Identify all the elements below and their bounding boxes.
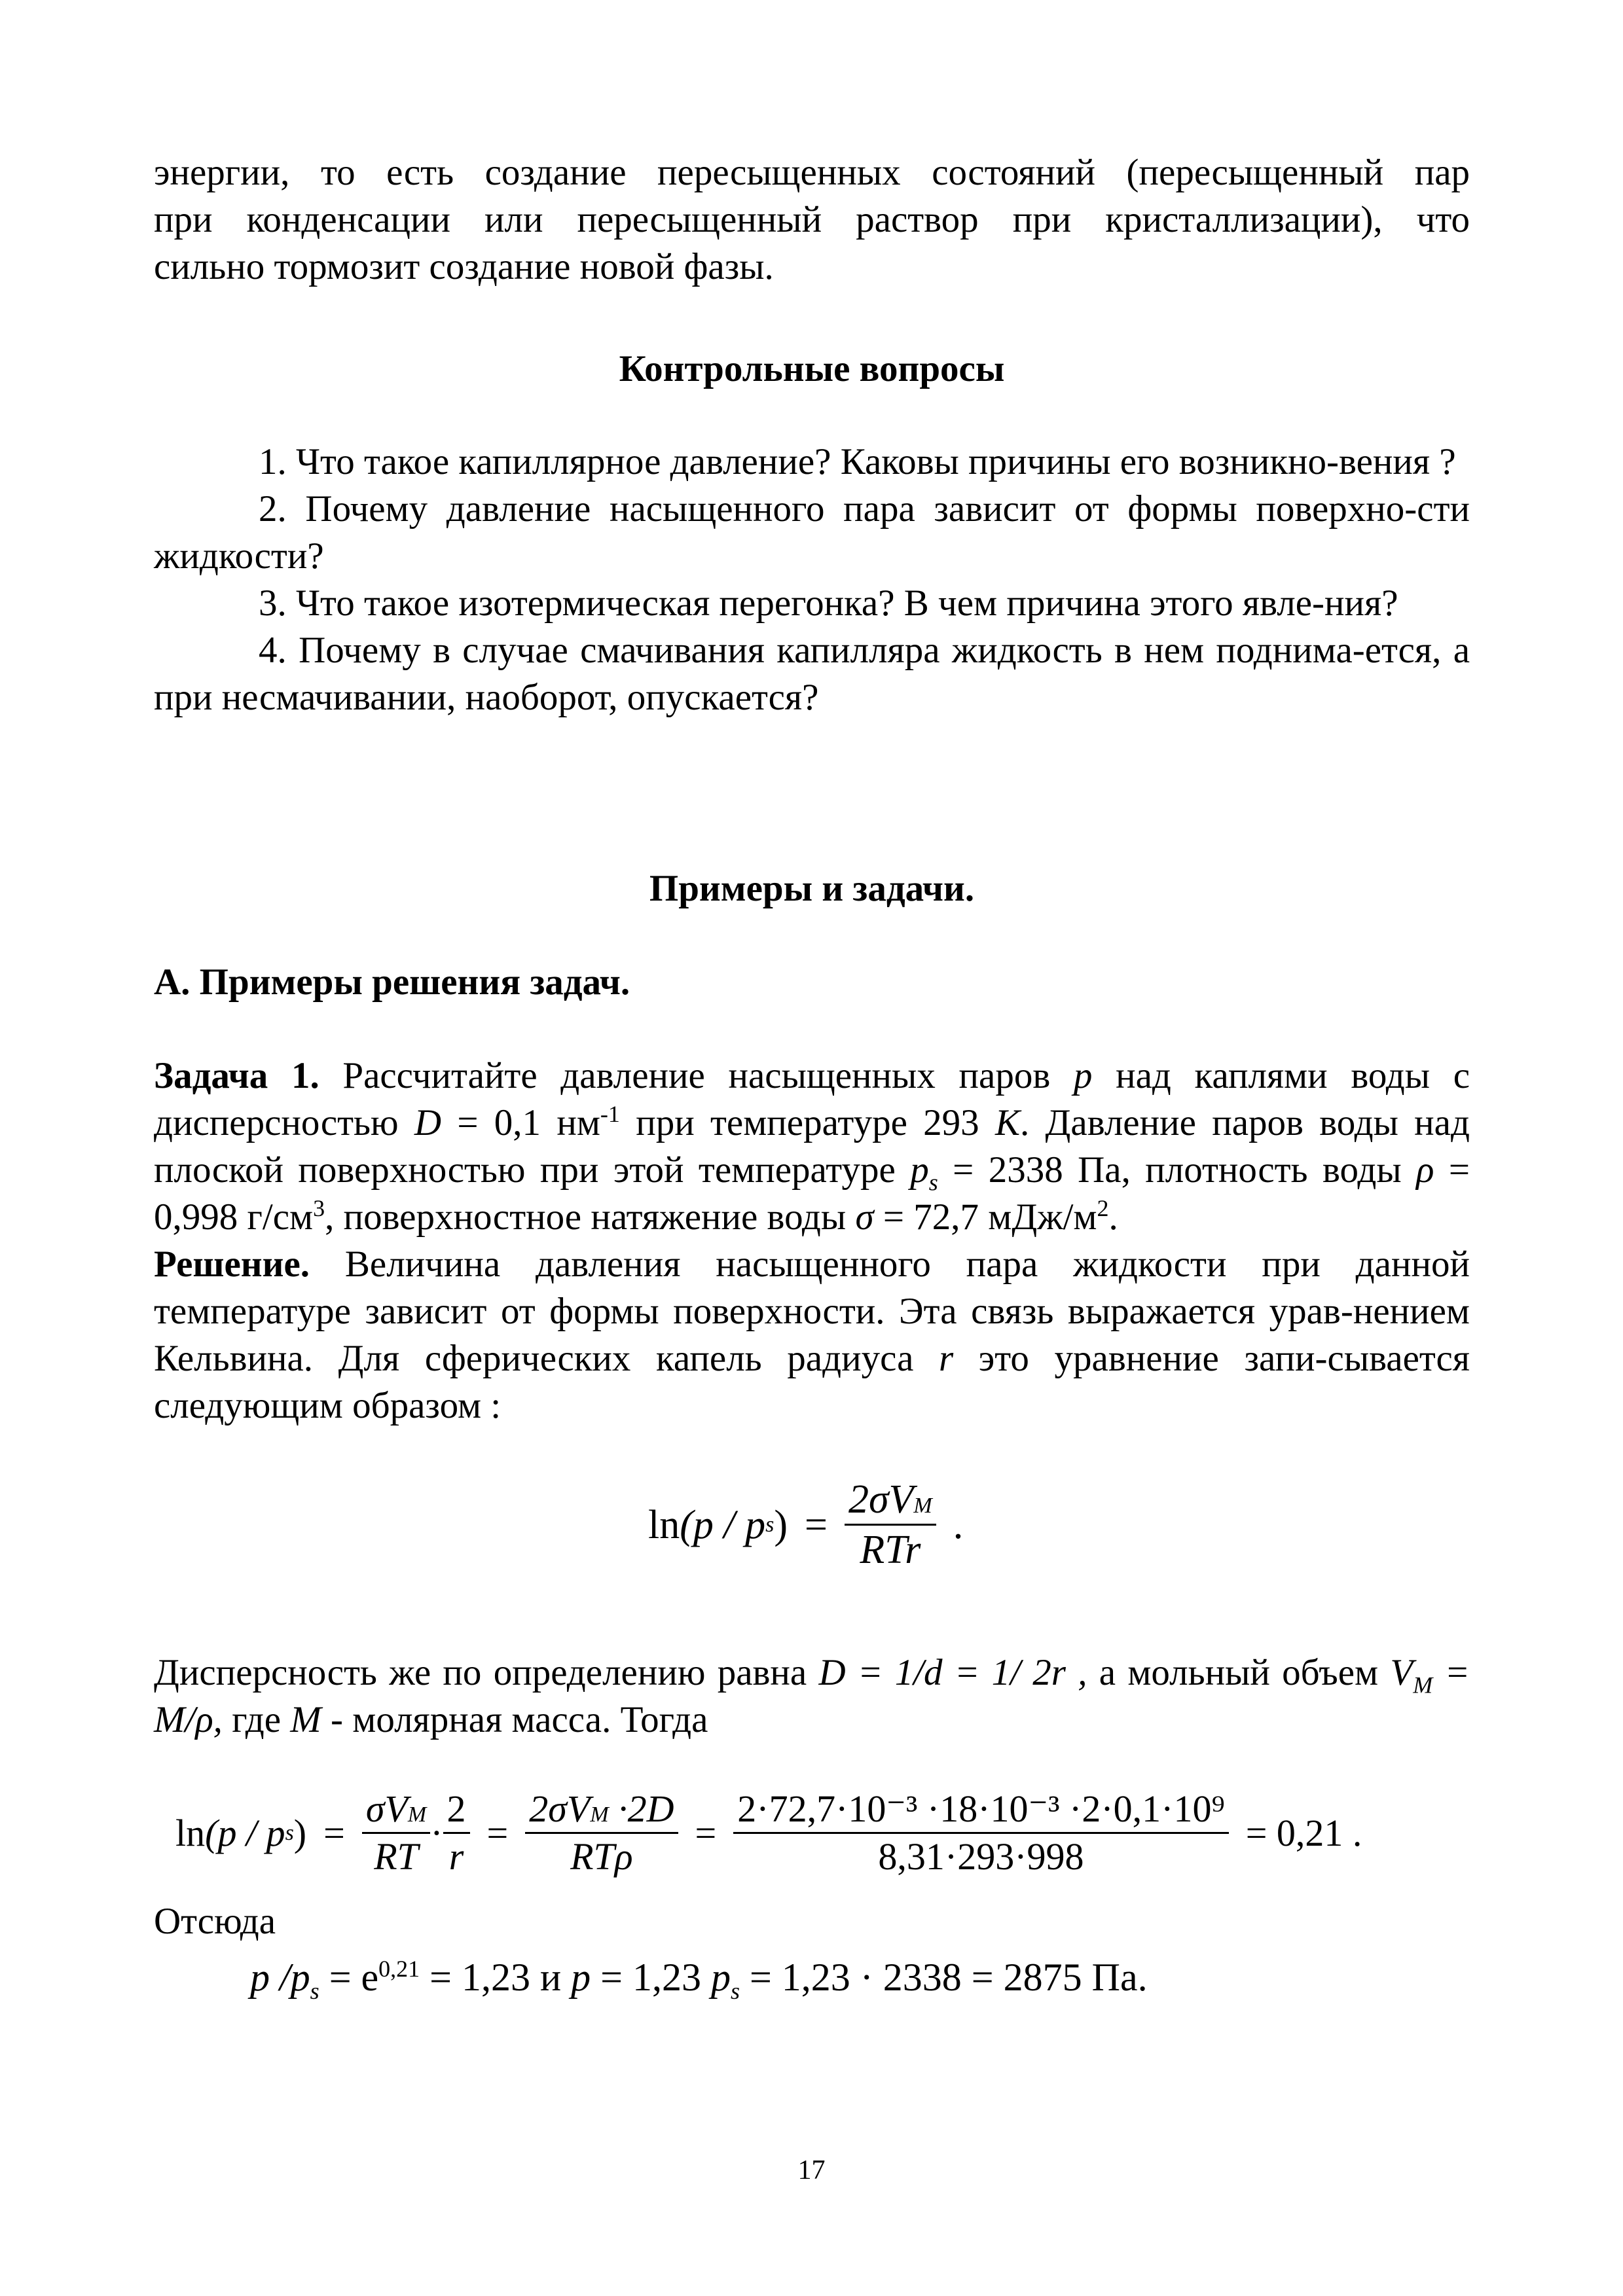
questions-section bbox=[154, 346, 1470, 393]
equals-sign: = bbox=[805, 1502, 828, 1547]
dispersity-paragraph bbox=[154, 1649, 1470, 1744]
fraction-denominator: RTρ bbox=[570, 1835, 633, 1878]
examples-subsection bbox=[154, 959, 1470, 1006]
task-text: Рассчитайте давление насыщенных паров bbox=[319, 1055, 1074, 1096]
question-number: 4. bbox=[259, 630, 287, 671]
solution-text: это уравнение запи-сывается следующим образом : bbox=[154, 1338, 1470, 1426]
equals-sign: = bbox=[695, 1811, 717, 1854]
exponent: 0,21 bbox=[378, 1956, 420, 1982]
hence-label: Отсюда bbox=[154, 1901, 276, 1942]
numerator-text: 2σV bbox=[529, 1787, 591, 1830]
subscript: s bbox=[285, 1820, 294, 1845]
fraction-numerator bbox=[845, 1479, 936, 1526]
text: - молярная масса. Тогда bbox=[321, 1699, 708, 1740]
fraction-denominator: 8,31·293·998 bbox=[878, 1835, 1084, 1878]
equals-sign: = bbox=[486, 1811, 509, 1854]
task-text: при температуре 293 bbox=[619, 1102, 995, 1143]
questions-heading: Контрольные вопросы bbox=[619, 348, 1005, 389]
question-text: Что такое капиллярное давление? Каковы причины его возникно-вения ? bbox=[296, 441, 1456, 482]
var-ps: p bbox=[910, 1149, 929, 1191]
task-1-label: Задача 1. bbox=[154, 1055, 319, 1096]
task-text: . bbox=[1108, 1196, 1118, 1238]
subscript: M bbox=[590, 1803, 609, 1827]
question-3 bbox=[154, 580, 1470, 627]
intro-line-2: при конденсации или пересыщенный раствор при кристаллизации), что bbox=[154, 199, 1470, 240]
task-text: = 0,998 г/см bbox=[154, 1149, 1470, 1238]
text: где bbox=[222, 1699, 291, 1740]
question-4 bbox=[154, 627, 1470, 721]
var-sigma: σ bbox=[855, 1196, 874, 1238]
fraction-numerator: 2 bbox=[443, 1790, 470, 1834]
numerator-text: 2σV bbox=[848, 1477, 914, 1522]
equals-sign: = bbox=[323, 1811, 345, 1854]
var-vm: V bbox=[1390, 1652, 1413, 1693]
subscript: M bbox=[407, 1803, 427, 1827]
question-1 bbox=[154, 439, 1470, 486]
var-p: p bbox=[1073, 1055, 1093, 1096]
task-text: . Давление паров воды над плоской поверхностью при этой температуре bbox=[154, 1102, 1470, 1191]
formula-lhs: (p / p bbox=[680, 1502, 766, 1547]
fraction-denominator: RTr bbox=[860, 1528, 921, 1572]
fraction-numerator bbox=[525, 1787, 678, 1834]
hence-label-block bbox=[154, 1898, 1470, 1945]
calculation-equation bbox=[175, 1787, 1362, 1878]
fraction-denominator: r bbox=[448, 1835, 464, 1878]
question-number: 1. bbox=[259, 441, 287, 482]
fraction-4 bbox=[733, 1787, 1228, 1878]
text: = e bbox=[319, 1956, 379, 1999]
var-rho: ρ bbox=[1416, 1149, 1434, 1191]
var-ps: p bbox=[710, 1956, 731, 1999]
question-2 bbox=[154, 486, 1470, 580]
intro-line-1: энергии, то есть создание пересыщенных состояний (пересыщенный пар bbox=[154, 152, 1470, 193]
var-m: M bbox=[290, 1699, 321, 1740]
ratio: p /p bbox=[250, 1956, 310, 1999]
exponent: 3 bbox=[313, 1195, 325, 1221]
hence-result bbox=[250, 1954, 1494, 2004]
subscript: s bbox=[730, 1978, 740, 2004]
task-text: = 0,1 нм bbox=[441, 1102, 600, 1143]
intro-paragraph bbox=[154, 149, 1470, 291]
formula-paren: ) bbox=[774, 1502, 788, 1547]
var-r: r bbox=[939, 1338, 954, 1379]
solution-label: Решение. bbox=[154, 1244, 310, 1285]
question-number: 2. bbox=[259, 488, 287, 529]
var-p: p bbox=[571, 1956, 591, 1999]
task-1-statement bbox=[154, 1052, 1470, 1241]
text: а мольный объем bbox=[1087, 1652, 1391, 1693]
intro-line-3: сильно тормозит создание новой фазы. bbox=[154, 246, 774, 287]
kelvin-fraction bbox=[845, 1479, 936, 1570]
numerator-text: ·2D bbox=[608, 1787, 674, 1830]
subscript: s bbox=[310, 1978, 319, 2004]
subscript: M bbox=[913, 1494, 932, 1518]
question-number: 3. bbox=[259, 583, 287, 624]
hence-line bbox=[250, 1954, 1494, 2004]
ln-symbol: ln bbox=[175, 1811, 206, 1854]
question-text: Что такое изотермическая перегонка? В чем причина этого явле-ния? bbox=[296, 583, 1398, 624]
molar-volume-expression: = M/ρ, bbox=[154, 1652, 1470, 1740]
var-d: D bbox=[414, 1102, 442, 1143]
fraction-1 bbox=[362, 1787, 430, 1878]
solution-paragraph bbox=[154, 1241, 1470, 1429]
examples-subheading: А. Примеры решения задач. bbox=[154, 961, 630, 1003]
numerator-text: σV bbox=[365, 1787, 408, 1830]
exponent: 2 bbox=[1097, 1195, 1109, 1221]
examples-heading: Примеры и задачи. bbox=[649, 868, 975, 909]
fraction-denominator: RT bbox=[374, 1835, 418, 1878]
task-text: над каплями воды с дисперсностью bbox=[154, 1055, 1470, 1143]
fraction-numerator bbox=[362, 1787, 430, 1834]
fraction-numerator: 2·72,7·10⁻³ ·18·10⁻³ ·2·0,1·10⁹ bbox=[733, 1790, 1228, 1834]
dispersity-expression: D = 1/d = 1/ 2r , bbox=[818, 1652, 1087, 1693]
text: Дисперсность же по определению равна bbox=[154, 1652, 819, 1693]
subscript: s bbox=[765, 1512, 775, 1537]
calculation-result: = 0,21 . bbox=[1245, 1811, 1362, 1854]
questions-list bbox=[154, 439, 1470, 721]
text: = 1,23 bbox=[591, 1956, 711, 1999]
solution-text: Величина давления насыщенного пара жидкости при данной температуре зависит от формы поверхности. Эта связь выражается урав-нением Кельвина. Для сферических капель радиуса bbox=[154, 1244, 1470, 1379]
subscript: s bbox=[928, 1169, 938, 1196]
formula-period: . bbox=[953, 1502, 964, 1547]
formula-lhs: (p / p bbox=[205, 1811, 285, 1854]
task-text: = 2338 Па, плотность воды bbox=[938, 1149, 1417, 1191]
task-1 bbox=[154, 1052, 1470, 1429]
text: = 1,23 · 2338 = 2875 Па. bbox=[739, 1956, 1148, 1999]
multiply-dot: · bbox=[430, 1811, 443, 1854]
text: = 1,23 и bbox=[420, 1956, 572, 1999]
kelvin-equation bbox=[648, 1479, 963, 1570]
ln-symbol: ln bbox=[648, 1502, 680, 1547]
formula-paren: ) bbox=[293, 1811, 307, 1854]
dispersity-text bbox=[154, 1649, 1470, 1744]
exponent: -1 bbox=[600, 1101, 620, 1127]
question-text: Почему давление насыщенного пара зависит от формы поверхно-сти жидкости? bbox=[154, 488, 1470, 577]
fraction-2 bbox=[443, 1787, 470, 1878]
var-k: K bbox=[994, 1102, 1020, 1143]
task-text: = 72,7 мДж/м bbox=[873, 1196, 1097, 1238]
page-number: 17 bbox=[797, 2155, 826, 2185]
question-text: Почему в случае смачивания капилляра жидкость в нем поднима-ется, а при несмачивании, наоборот, опускается? bbox=[154, 630, 1470, 718]
fraction-3 bbox=[525, 1787, 678, 1878]
subscript: M bbox=[1413, 1672, 1433, 1698]
examples-section bbox=[154, 865, 1470, 912]
task-text: , поверхностное натяжение воды bbox=[325, 1196, 856, 1238]
